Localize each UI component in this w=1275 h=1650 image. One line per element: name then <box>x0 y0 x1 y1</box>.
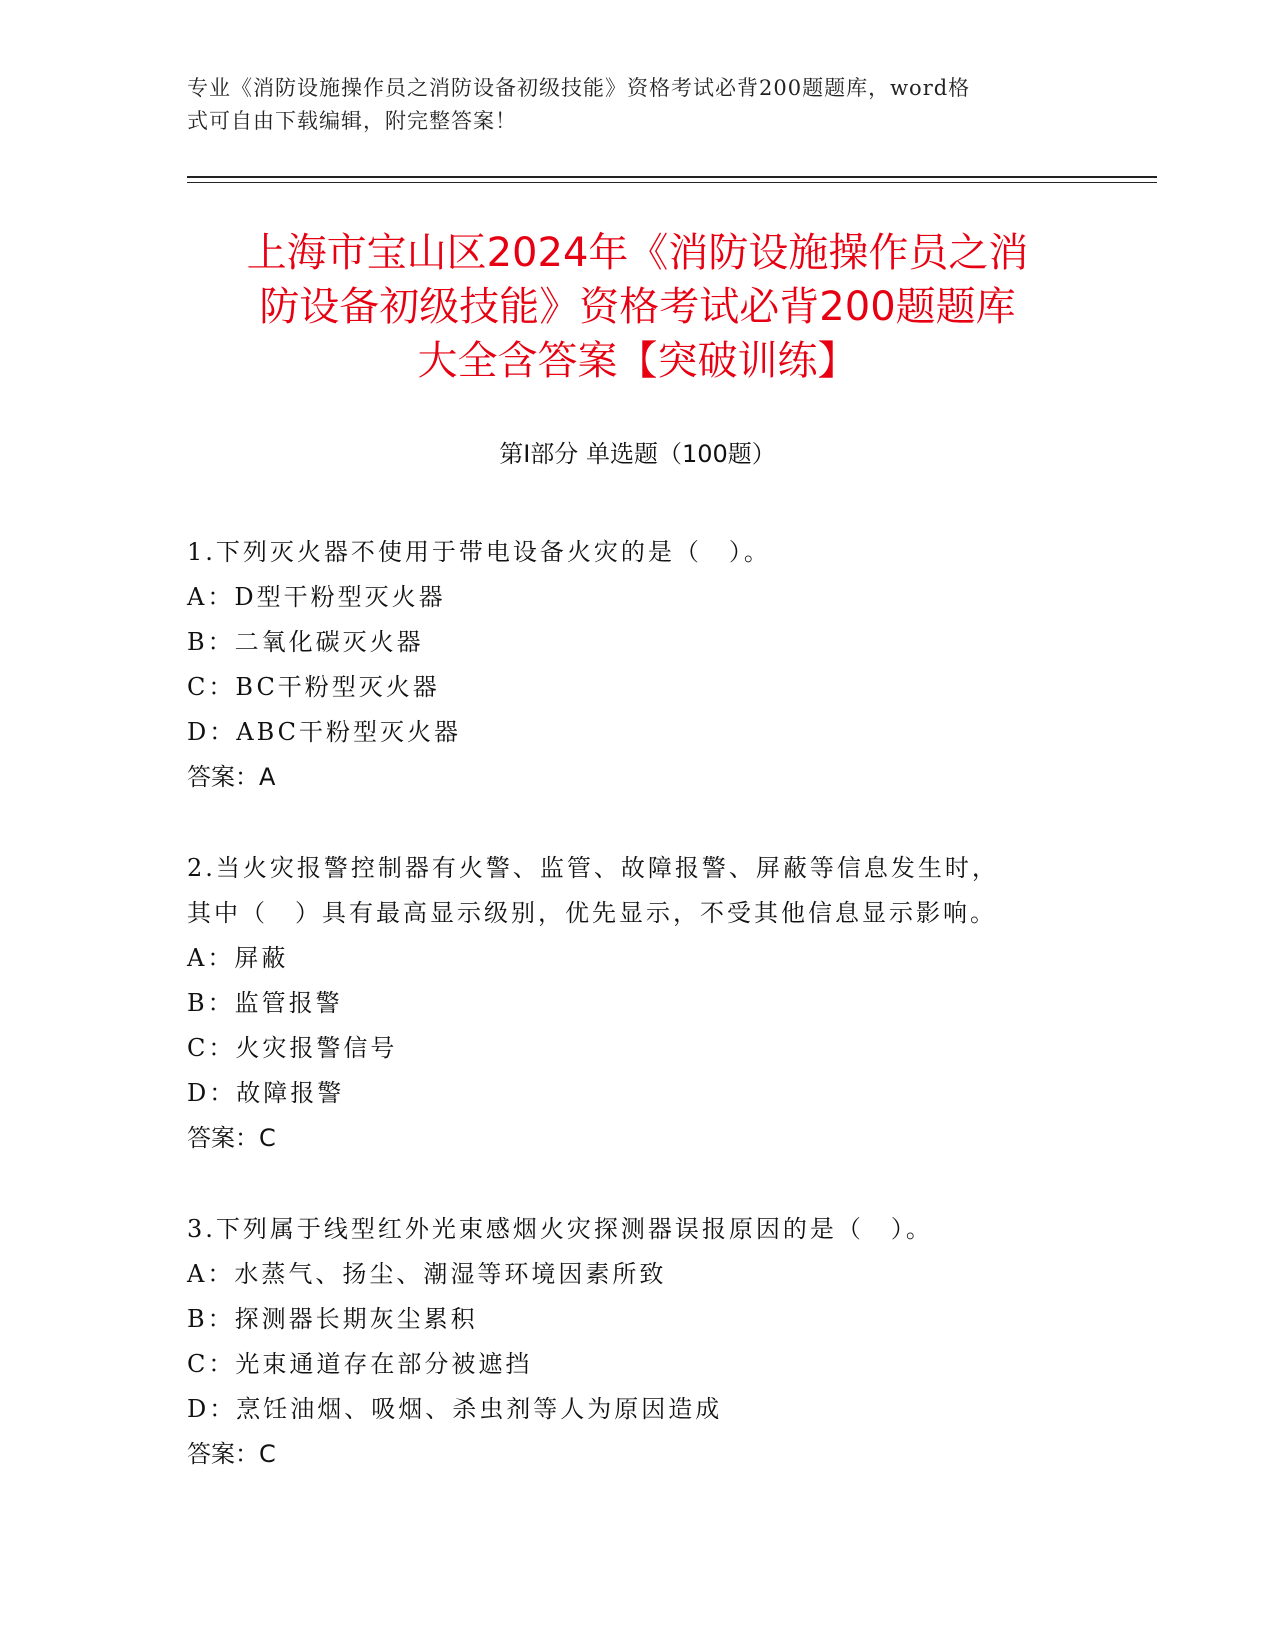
question-list <box>187 530 1087 1523</box>
answer-line: 答案：C <box>187 1440 276 1468</box>
option-c: C：光束通道存在部分被遮挡 <box>187 1350 533 1378</box>
section-heading: 第Ⅰ部分 单选题（100题） <box>499 440 776 468</box>
option-a: A：D型干粉型灭火器 <box>187 583 446 611</box>
option-d: D：ABC干粉型灭火器 <box>187 718 462 746</box>
question-stem: 2.当火灾报警控制器有火警、监管、故障报警、屏蔽等信息发生时， <box>187 854 999 882</box>
question-stem-continued: 其中（ ）具有最高显示级别，优先显示，不受其他信息显示影响。 <box>187 899 997 927</box>
header-note-line-2: 式可自由下载编辑，附完整答案！ <box>187 109 517 133</box>
option-b: B：二氧化碳灭火器 <box>187 628 424 656</box>
option-a: A：屏蔽 <box>187 944 289 972</box>
question-stem: 3.下列属于线型红外光束感烟火灾探测器误报原因的是（ ）。 <box>187 1215 933 1243</box>
document-title <box>150 226 1125 388</box>
question-item <box>187 846 1087 1161</box>
option-d: D：故障报警 <box>187 1079 345 1107</box>
header-note-line-1: 专业《消防设施操作员之消防设备初级技能》资格考试必背200题题库，word格 <box>187 76 971 100</box>
answer-line: 答案：A <box>187 763 276 791</box>
header-divider-thick <box>187 176 1157 178</box>
option-c: C：火灾报警信号 <box>187 1034 398 1062</box>
title-line-2: 防设备初级技能》资格考试必背200题题库 <box>259 284 1016 330</box>
title-line-1: 上海市宝山区2024年《消防设施操作员之消 <box>246 230 1029 276</box>
option-d: D：烹饪油烟、吸烟、杀虫剂等人为原因造成 <box>187 1395 723 1423</box>
option-b: B：监管报警 <box>187 989 343 1017</box>
document-header-note <box>187 72 1087 138</box>
question-stem: 1.下列灭火器不使用于带电设备火灾的是（ ）。 <box>187 538 771 566</box>
option-c: C：BC干粉型灭火器 <box>187 673 440 701</box>
option-b: B：探测器长期灰尘累积 <box>187 1305 478 1333</box>
header-divider-thin <box>187 182 1157 183</box>
title-line-3: 大全含答案【突破训练】 <box>417 338 858 384</box>
question-item <box>187 1207 1087 1477</box>
question-item <box>187 530 1087 800</box>
answer-line: 答案：C <box>187 1124 276 1152</box>
option-a: A：水蒸气、扬尘、潮湿等环境因素所致 <box>187 1260 667 1288</box>
